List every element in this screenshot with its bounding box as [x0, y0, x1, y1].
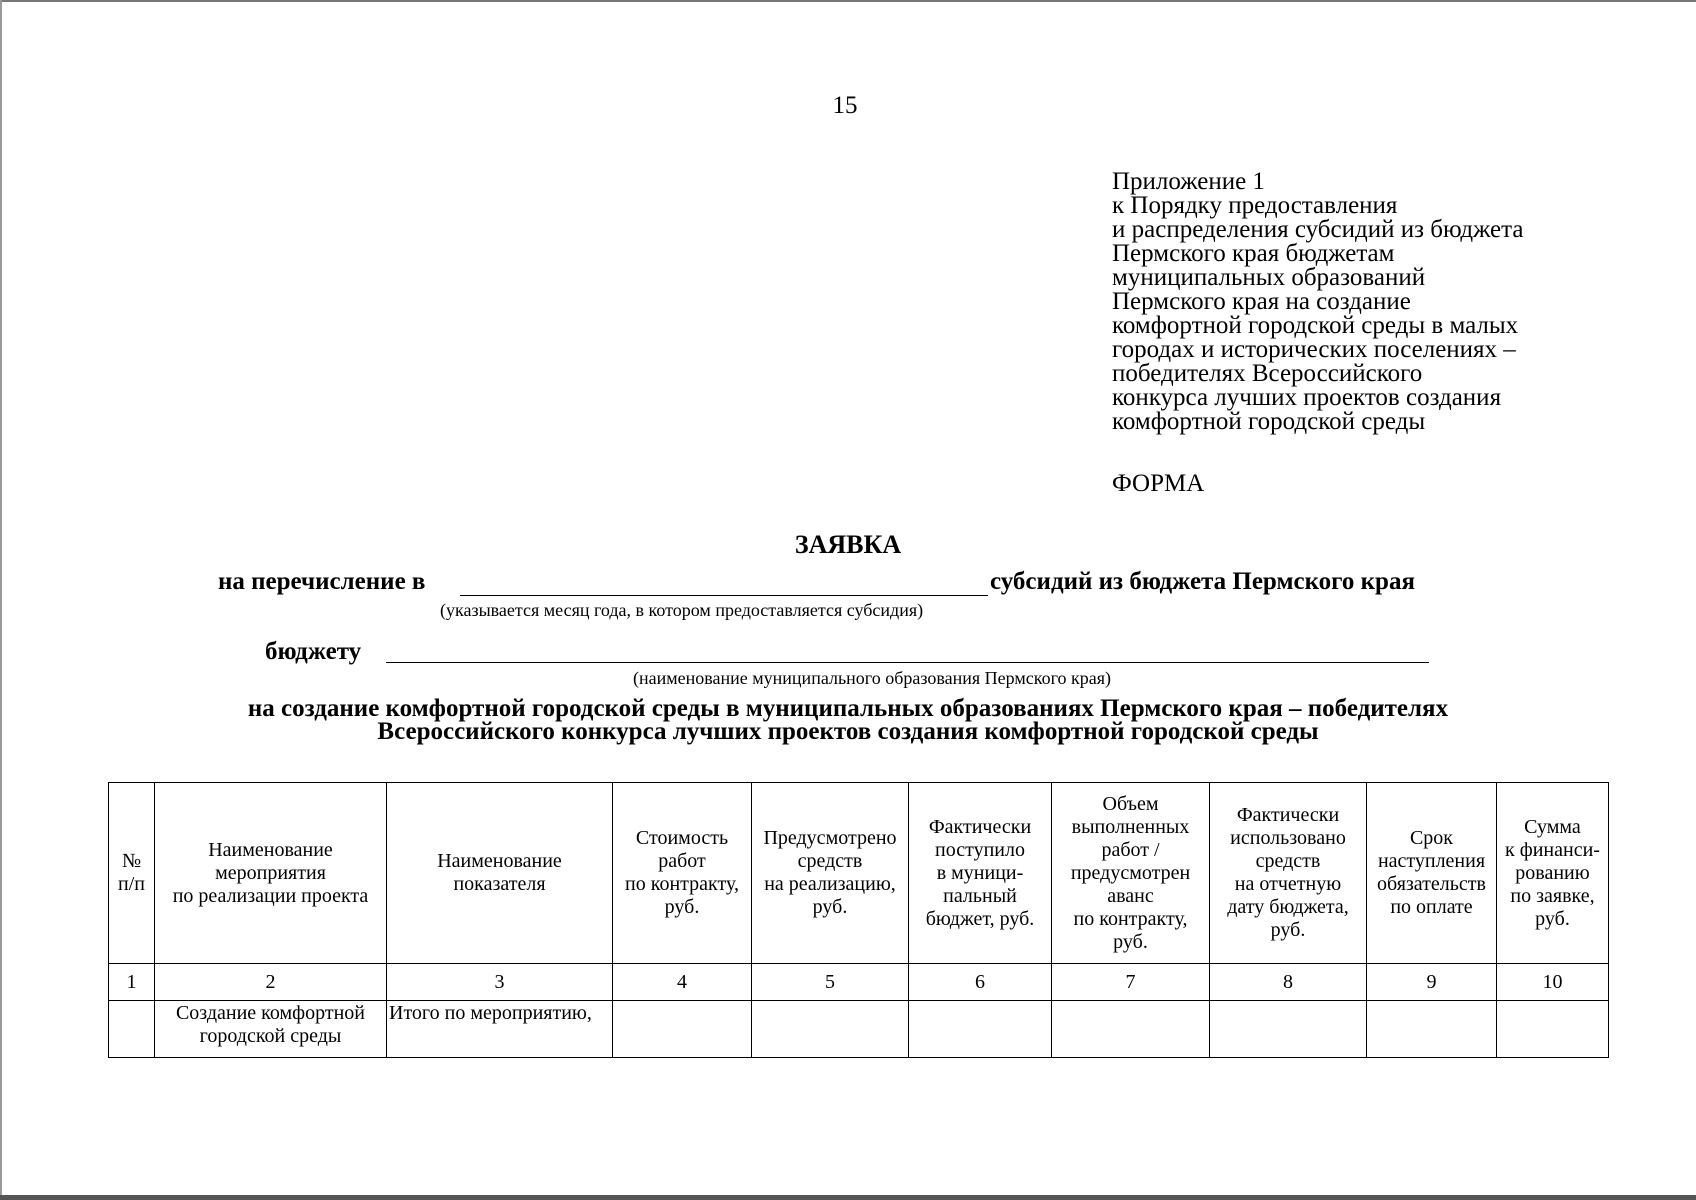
header-financing-amount: Сумма к финанси- рованию по заявке, руб. [1497, 783, 1609, 964]
appendix-line: комфортной городской среды [1112, 408, 1426, 435]
month-blank-field[interactable] [460, 595, 988, 596]
appendix-line: комфортной городской среды в малых [1112, 312, 1519, 339]
appendix-reference [1112, 170, 1672, 434]
form-label: ФОРМА [1112, 470, 1205, 497]
header-planned-funds: Предусмотрено средств на реализацию, руб. [752, 783, 909, 964]
header-number: № п/п [109, 783, 155, 964]
header-contract-cost: Стоимость работ по контракту, руб. [613, 783, 752, 964]
column-number: 5 [752, 964, 909, 1001]
table-cell[interactable] [613, 1001, 752, 1058]
appendix-line: и распределения субсидий из бюджета [1112, 216, 1524, 243]
purpose-line: Всероссийского конкурса лучших проектов создания комфортной городской среды [377, 718, 1319, 745]
scan-left-edge [0, 0, 2, 1200]
transfer-prefix: на перечисление в [218, 568, 426, 595]
header-received-funds: Фактически поступило в муници- пальный бюджет, руб. [909, 783, 1052, 964]
application-table [108, 782, 1609, 1058]
table-cell-indicator[interactable]: Итого по мероприятию, [387, 1001, 613, 1058]
table-row [109, 1001, 1609, 1058]
appendix-line: муниципальных образований [1112, 264, 1426, 291]
table-cell[interactable] [752, 1001, 909, 1058]
column-number: 7 [1052, 964, 1210, 1001]
appendix-line: победителях Всероссийского [1112, 360, 1423, 387]
table-cell[interactable] [109, 1001, 155, 1058]
municipality-blank-field[interactable] [386, 662, 1429, 663]
appendix-line: Приложение 1 [1112, 168, 1265, 195]
table-cell-activity[interactable]: Создание комфортной городской среды [155, 1001, 387, 1058]
header-payment-deadline: Срок наступления обязательств по оплате [1367, 783, 1497, 964]
header-indicator: Наименование показателя [387, 783, 613, 964]
table-cell[interactable] [1052, 1001, 1210, 1058]
municipality-hint: (наименование муниципального образования Пермского края) [633, 668, 1112, 688]
table-cell[interactable] [1210, 1001, 1367, 1058]
appendix-line: городах и исторических поселениях – [1112, 336, 1516, 363]
budget-label: бюджету [265, 638, 362, 665]
column-number: 6 [909, 964, 1052, 1001]
column-number: 8 [1210, 964, 1367, 1001]
column-number: 10 [1497, 964, 1609, 1001]
column-number: 2 [155, 964, 387, 1001]
purpose-line: на создание комфортной городской среды в муниципальных образованиях Пермского края – победителях [247, 695, 1449, 722]
purpose-statement [0, 697, 1696, 743]
appendix-line: к Порядку предоставления [1112, 192, 1398, 219]
appendix-line: Пермского края бюджетам [1112, 240, 1395, 267]
column-number: 9 [1367, 964, 1497, 1001]
month-hint: (указывается месяц года, в котором предоставляется субсидия) [440, 600, 924, 620]
table-cell[interactable] [1497, 1001, 1609, 1058]
page-number: 15 [832, 92, 858, 119]
table-cell[interactable] [909, 1001, 1052, 1058]
column-number: 1 [109, 964, 155, 1001]
table-header-row [109, 783, 1609, 964]
header-activity: Наименование мероприятия по реализации проекта [155, 783, 387, 964]
table-column-numbers-row [109, 964, 1609, 1001]
header-used-funds: Фактически использовано средств на отчетную дату бюджета, руб. [1210, 783, 1367, 964]
column-number: 3 [387, 964, 613, 1001]
scan-bottom-edge [0, 1195, 1696, 1200]
header-work-volume: Объем выполненных работ / предусмотрен аванс по контракту, руб. [1052, 783, 1210, 964]
scan-top-edge [0, 0, 1696, 2]
column-number: 4 [613, 964, 752, 1001]
table-cell[interactable] [1367, 1001, 1497, 1058]
appendix-line: конкурса лучших проектов создания [1112, 384, 1502, 411]
appendix-line: Пермского края на создание [1112, 288, 1411, 315]
document-title: ЗАЯВКА [794, 530, 902, 559]
transfer-suffix: субсидий из бюджета Пермского края [990, 568, 1415, 595]
